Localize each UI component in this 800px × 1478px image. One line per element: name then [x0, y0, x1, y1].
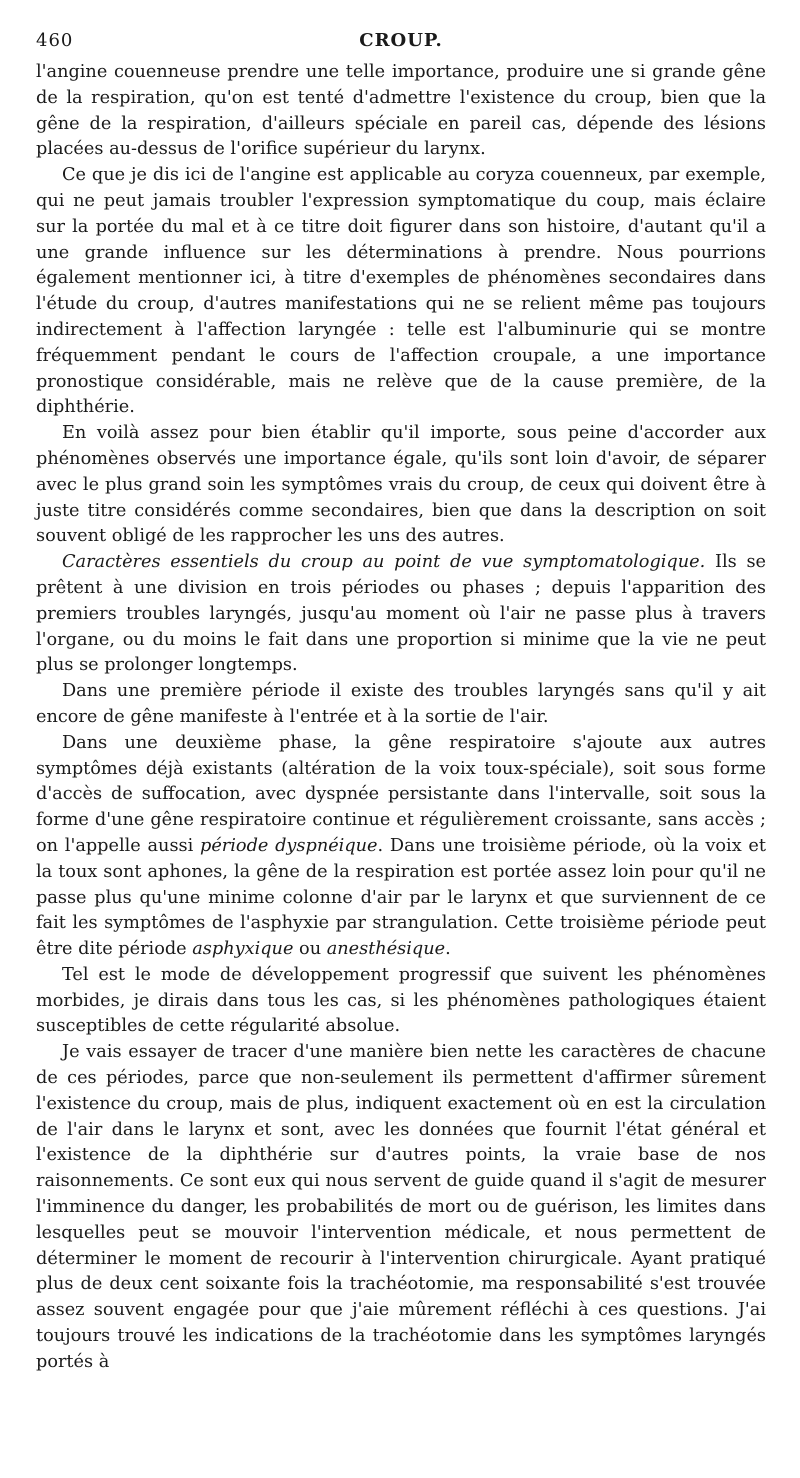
paragraph-text: ou	[293, 939, 327, 960]
paragraph	[36, 550, 766, 679]
paragraph	[36, 679, 766, 731]
paragraph	[36, 1040, 766, 1375]
book-page	[36, 30, 766, 1376]
paragraph-text: Ce que je dis ici de l'angine est applicable au coryza couenneux, par exemple, qui ne peut jamais troubler l'expression symptomatique du coup, mais éclaire sur la portée du mal et à ce titre doit figurer dans son histoire, d'autant qu'il a une grande influence sur les déterminations à prendre. Nous pourrions également mentionner ici, à titre d'exemples de phénomènes secondaires dans l'étude du croup, d'autres manifestations qui ne se relient même pas toujours indirectement à l'affection laryngée : telle est l'albuminurie qui se montre fréquemment pendant le cours de l'affection croupale, a une importance pronostique considérable, mais ne relève que de la cause première, de la diphthérie.	[36, 165, 766, 418]
page-header	[36, 30, 766, 60]
paragraph-text: Tel est le mode de développement progressif que suivent les phénomènes morbides, je dirais dans tous les cas, si les phénomènes pathologiques étaient susceptibles de cette régularité absolue.	[36, 964, 766, 1037]
paragraph	[36, 731, 766, 963]
paragraph-text: . Dans une troisième période, où la voix et la toux sont aphones, la gêne de la respiration est portée assez loin pour qu'il ne passe plus qu'une minime colonne d'air par le larynx et que surviennent de ce fait les symptômes de l'asphyxie par strangulation. Cette troisième période peut être dite période	[36, 835, 766, 960]
italic-term: anesthésique	[326, 939, 446, 960]
paragraph-text: Dans une deuxième phase, la gêne respiratoire s'ajoute aux autres symptômes déjà existants (altération de la voix toux-spéciale), soit sous forme d'accès de suffocation, avec dyspnée persistante dans l'intervalle, soit sous la forme d'une gêne respiratoire continue et régulièrement croissante, sans accès ; on l'appelle aussi	[36, 732, 766, 856]
paragraph-text: Ils se prêtent à une division en trois périodes ou phases ; depuis l'apparition des premiers troubles laryngés, jusqu'au moment où l'air ne passe plus à travers l'organe, ou du moins le fait dans une proportion si minime que la vie ne peut plus se prolonger longtemps.	[36, 552, 766, 676]
running-title: CROUP.	[359, 30, 443, 51]
paragraph-text: Je vais essayer de tracer d'une manière bien nette les caractères de chacune de ces périodes, parce que non-seulement ils permettent d'affirmer sûrement l'existence du croup, mais de plus, indiquent exactement où en est la circulation de l'air dans le larynx et sont, avec les données que fournit l'état général et l'existence de la diphthérie sur d'autres points, la vraie base de nos raisonnements. Ce sont eux qui nous servent de guide quand il s'agit de mesurer l'imminence du danger, les probabilités de mort ou de guérison, les limites dans lesquelles peut se mouvoir l'intervention médicale, et nous permettent de déterminer le moment de recourir à l'intervention chirurgicale. Ayant pratiqué plus de deux cent soixante fois la trachéotomie, ma responsabilité s'est trouvée assez souvent engagée pour que j'aie mûrement réfléchi à ces questions. J'ai toujours trouvé les indications de la trachéotomie dans les symptômes laryngés portés à	[36, 1042, 766, 1372]
italic-term: période dyspnéique	[200, 835, 378, 856]
paragraph-text: En voilà assez pour bien établir qu'il importe, sous peine d'accorder aux phénomènes observés une importance égale, qu'ils sont loin d'avoir, de séparer avec le plus grand soin les symptômes vrais du croup, de ceux qui doivent être à juste titre considérés comme secondaires, bien que dans la description on soit souvent obligé de les rapprocher les uns des autres.	[36, 423, 766, 547]
paragraph	[36, 421, 766, 550]
paragraph	[36, 963, 766, 1040]
paragraph-text: l'angine couenneuse prendre une telle importance, produire une si grande gêne de la respiration, qu'on est tenté d'admettre l'existence du croup, bien que la gêne de la respiration, d'ailleurs spéciale en pareil cas, dépende des lésions placées au-dessus de l'orifice supérieur du larynx.	[36, 62, 766, 160]
paragraph	[36, 60, 766, 163]
paragraph	[36, 163, 766, 421]
paragraph-text: Dans une première période il existe des troubles laryngés sans qu'il y ait encore de gêne manifeste à l'entrée et à la sortie de l'air.	[36, 681, 766, 727]
section-heading-italic: Caractères essentiels du croup au point de vue symptomatologique.	[62, 552, 706, 573]
paragraph-text: .	[445, 939, 451, 960]
body-text	[36, 60, 766, 1376]
italic-term: asphyxique	[192, 939, 294, 960]
page-number: 460	[36, 30, 74, 51]
